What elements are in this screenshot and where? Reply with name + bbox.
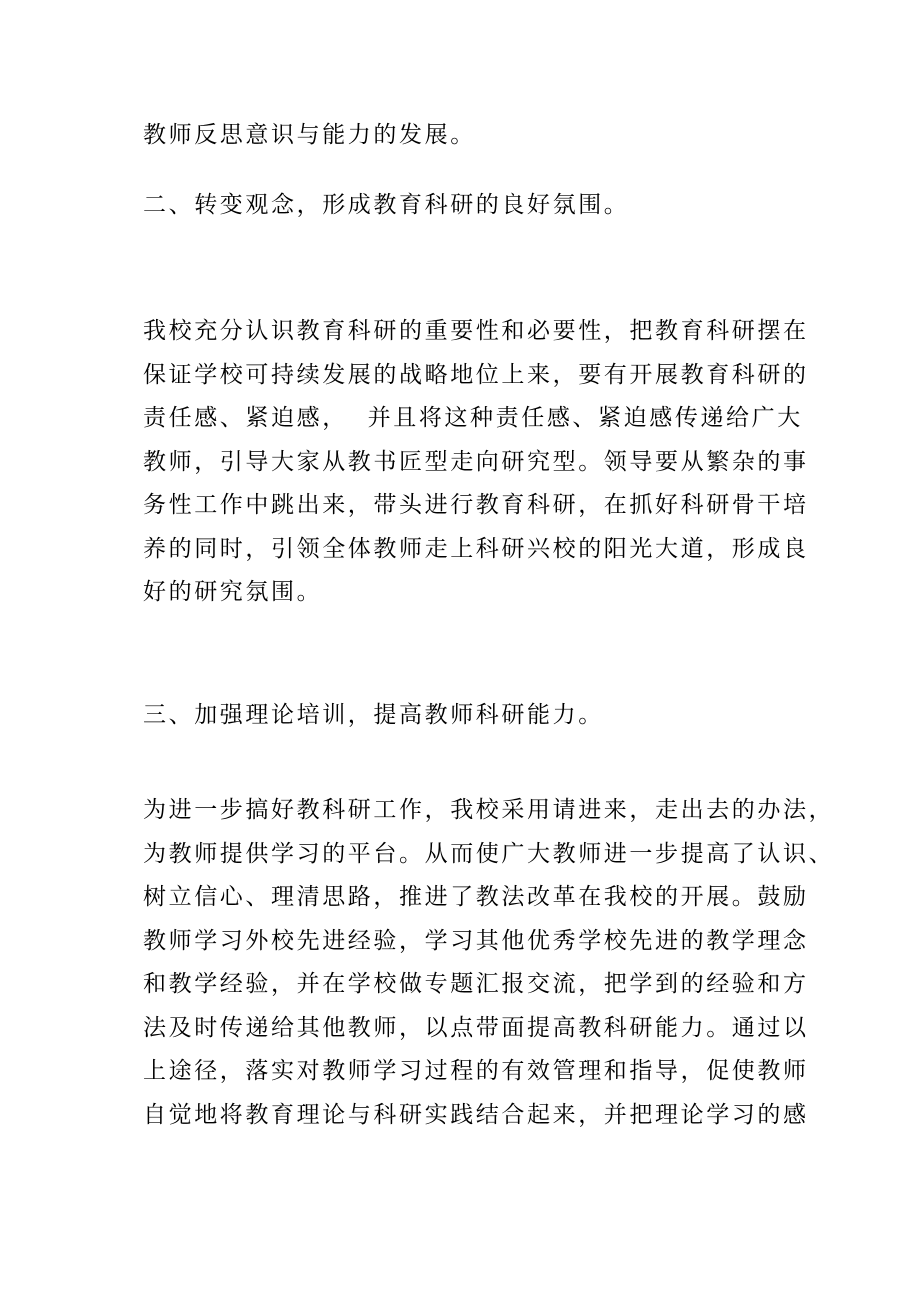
text-line: 教师，引导大家从教书匠型走向研究型。领导要从繁杂的事: [143, 448, 809, 475]
text-line: 好的研究氛围。: [143, 579, 323, 605]
text-line: 保证学校可持续发展的战略地位上来，要有开展教育科研的: [143, 361, 809, 388]
text-line: 法及时传递给其他教师，以点带面提高教科研能力。通过以: [143, 1014, 809, 1041]
text-line: 上途径，落实对教师学习过程的有效管理和指导，促使教师: [143, 1058, 809, 1084]
text-line: 树立信心、理清思路，推进了教法改革在我校的开展。鼓励: [143, 884, 809, 910]
text-line: 为教师提供学习的平台。从而使广大教师进一步提高了认识、: [143, 840, 835, 867]
text-line: 教师反思意识与能力的发展。: [143, 122, 476, 148]
section-heading-3: [143, 694, 783, 738]
text-line: 我校充分认识教育科研的重要性和必要性，把教育科研摆在: [143, 318, 809, 344]
text-line: 二、转变观念，形成教育科研的良好氛围。: [143, 192, 630, 218]
section-heading-2: [143, 184, 783, 228]
text-line: 责任感、紧迫感， 并且将这种责任感、紧迫感传递给广大: [143, 405, 803, 431]
paragraph-research-atmosphere: [143, 310, 809, 615]
text-line: 三、加强理论培训，提高教师科研能力。: [143, 702, 604, 728]
text-line: 务性工作中跳出来，带头进行教育科研，在抓好科研骨干培: [143, 492, 809, 518]
text-line: 养的同时，引领全体教师走上科研兴校的阳光大道，形成良: [143, 535, 809, 562]
text-line: 教师学习外校先进经验，学习其他优秀学校先进的教学理念: [143, 927, 809, 954]
paragraph-continuation: [143, 114, 783, 158]
text-line: 自觉地将教育理论与科研实践结合起来，并把理论学习的感: [143, 1101, 809, 1128]
paragraph-theory-training: [143, 789, 835, 1137]
text-line: 为进一步搞好教科研工作，我校采用请进来，走出去的办法，: [143, 797, 835, 823]
text-line: 和教学经验，并在学校做专题汇报交流，把学到的经验和方: [143, 971, 809, 997]
